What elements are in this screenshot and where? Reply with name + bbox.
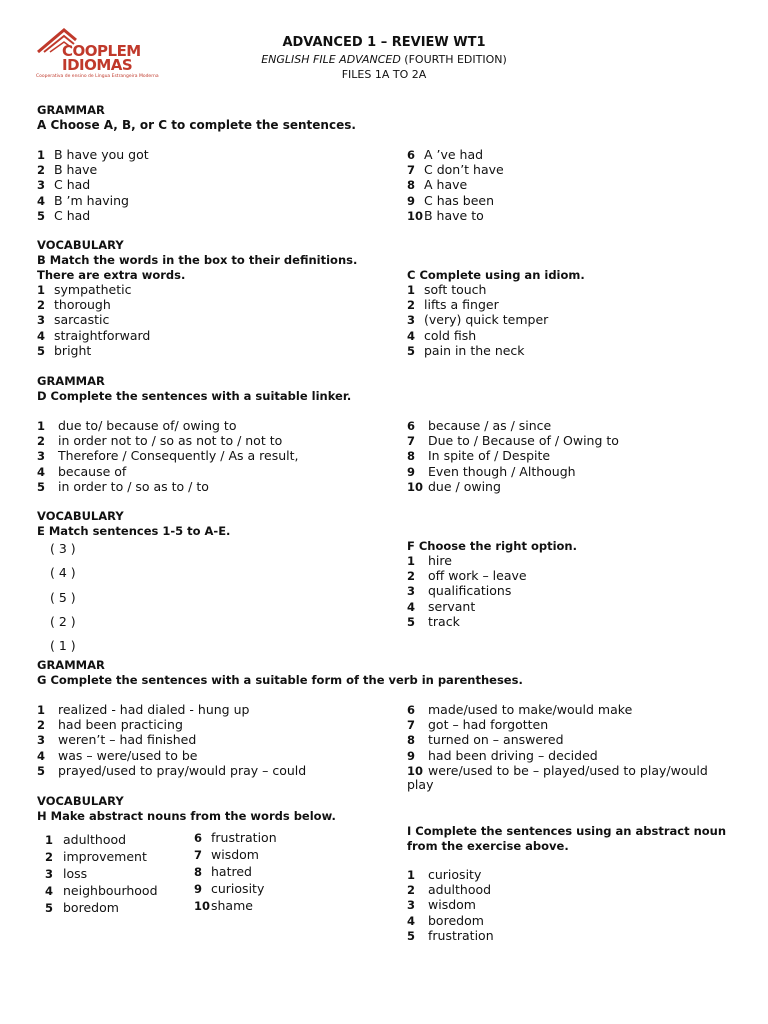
item-number: 10	[407, 763, 424, 778]
item-number: 5	[37, 343, 46, 358]
item-text: Therefore / Consequently / As a result,	[58, 448, 299, 464]
item-text: sympathetic	[54, 282, 132, 297]
list-item	[407, 433, 619, 449]
list-item	[407, 717, 548, 733]
list-item	[37, 418, 236, 434]
item-number: 3	[407, 584, 416, 599]
item-text: C don’t have	[424, 162, 504, 178]
item-number: 9	[407, 748, 416, 763]
list-item	[407, 614, 460, 630]
list-item	[407, 147, 483, 163]
item-number: 4	[37, 193, 46, 208]
sec2-instruction1: B Match the words in the box to their definitions.	[37, 253, 358, 267]
item-text: because of	[58, 463, 127, 479]
item-number: 5	[407, 343, 416, 358]
item-number: 6	[407, 703, 416, 717]
list-item	[407, 162, 504, 178]
item-text: turned on – answered	[428, 732, 564, 748]
item-text: B have you got	[54, 147, 149, 162]
list-item	[407, 763, 708, 779]
list-item	[45, 849, 147, 865]
item-number: 6	[407, 419, 416, 433]
item-number: 2	[407, 569, 416, 584]
item-text: Due to / Because of / Owing to	[428, 433, 619, 449]
item-number: 5	[37, 479, 46, 494]
item-text: had been driving – decided	[428, 747, 598, 763]
list-item	[407, 913, 484, 929]
list-item	[407, 464, 576, 480]
list-item	[37, 208, 90, 224]
item-number: 1	[37, 703, 46, 717]
list-item	[45, 866, 87, 882]
item-number: 3	[407, 898, 416, 913]
sec6-instruction: H Make abstract nouns from the words below.	[37, 809, 336, 823]
item-number: 9	[194, 882, 203, 896]
item-number: 5	[407, 928, 416, 943]
list-item	[407, 553, 452, 569]
item-number: 3	[37, 733, 46, 748]
list-item	[407, 448, 550, 464]
item-number: 2	[407, 883, 416, 898]
item-number: 9	[407, 464, 416, 479]
item-number: 1	[37, 148, 46, 162]
list-item	[407, 177, 467, 193]
item-text: C had	[54, 177, 91, 193]
list-item	[407, 568, 527, 584]
sec5-heading: GRAMMAR	[37, 658, 105, 672]
list-item	[37, 162, 97, 178]
item-number: 7	[407, 434, 416, 449]
item-text: track	[428, 613, 460, 629]
item-text: cold fish	[424, 327, 477, 343]
item-number: 1	[407, 868, 416, 882]
answer-bracket: ( 2 )	[50, 613, 76, 629]
item-text: got – had forgotten	[428, 717, 549, 733]
sec4-instruction: E Match sentences 1-5 to A-E.	[37, 524, 231, 538]
list-item	[194, 881, 264, 897]
sec6-heading: VOCABULARY	[37, 794, 124, 808]
item-number: 5	[407, 614, 416, 629]
list-item	[407, 867, 481, 883]
list-item	[407, 193, 494, 209]
item-number: 9	[407, 193, 416, 208]
item-number: 3	[45, 867, 54, 881]
sec2-right-instruction: C Complete using an idiom.	[407, 268, 585, 282]
item-text: in order to / so as to / to	[58, 478, 209, 494]
item-text: frustration	[211, 830, 277, 845]
logo-line1: COOPLEM	[62, 42, 141, 60]
list-item	[407, 882, 491, 898]
item-number: 1	[37, 419, 46, 433]
item-number: 8	[407, 449, 416, 464]
item-number: 2	[45, 850, 54, 864]
item-number: 3	[37, 449, 46, 464]
sec6-right-instruction2: from the exercise above.	[407, 839, 569, 853]
item-text: was – were/used to be	[58, 747, 198, 763]
list-item	[37, 702, 249, 718]
item-number: 2	[37, 163, 46, 178]
item-text: off work – leave	[428, 568, 527, 584]
item-number: 2	[407, 298, 416, 313]
sec3-heading: GRAMMAR	[37, 374, 105, 388]
item-number: 4	[407, 913, 416, 928]
list-item	[37, 177, 90, 193]
item-text: In spite of / Despite	[428, 448, 551, 464]
item-number: 4	[37, 328, 46, 343]
item-text: were/used to be – played/used to play/would	[428, 762, 708, 778]
item-number: 8	[407, 178, 416, 193]
item-number: 2	[37, 298, 46, 313]
item-text: shame	[211, 898, 253, 913]
list-item	[37, 343, 91, 359]
item-number: 1	[45, 833, 54, 847]
item-text: in order not to / so as not to / not to	[58, 433, 283, 449]
item-number: 3	[407, 313, 416, 328]
item-text: A ’ve had	[424, 147, 484, 162]
list-item	[37, 732, 196, 748]
list-item	[45, 832, 126, 848]
list-item	[407, 312, 548, 328]
list-item	[407, 297, 499, 313]
sec4-right-instruction: F Choose the right option.	[407, 539, 577, 553]
item-text: qualifications	[428, 583, 512, 599]
item-number: 4	[407, 599, 416, 614]
item-text: weren’t – had finished	[58, 732, 197, 748]
logo-line2: IDIOMAS	[62, 56, 133, 74]
item-text: improvement	[63, 849, 147, 864]
item-text: B ’m having	[54, 192, 129, 208]
item-number: 5	[45, 901, 54, 915]
item-number: 4	[37, 464, 46, 479]
list-item	[407, 479, 501, 495]
subtitle-italic: ENGLISH FILE ADVANCED	[261, 53, 401, 66]
item-text: because / as / since	[428, 418, 552, 433]
sec5-right-wrap: play	[407, 777, 434, 792]
page-files: FILES 1A TO 2A	[341, 68, 427, 81]
list-item	[37, 312, 109, 328]
item-text: sarcastic	[54, 312, 110, 328]
list-item	[45, 900, 119, 916]
item-number: 2	[37, 718, 46, 733]
list-item	[194, 847, 259, 863]
item-text: wisdom	[211, 847, 259, 862]
item-text: curiosity	[428, 867, 482, 882]
item-text: frustration	[428, 927, 494, 943]
list-item	[407, 732, 564, 748]
sec1-instruction: A Choose A, B, or C to complete the sentences.	[37, 118, 356, 132]
logo-tagline: Cooperativa de ensino de Língua Estrangeira Moderna	[36, 74, 159, 79]
sec1-heading: GRAMMAR	[37, 103, 105, 117]
item-text: bright	[54, 342, 92, 358]
item-text: B have	[54, 162, 98, 178]
list-item	[37, 433, 282, 449]
sec6-right-instruction1: I Complete the sentences using an abstract noun	[407, 824, 727, 838]
list-item	[194, 898, 253, 914]
list-item	[37, 464, 126, 480]
item-number: 3	[37, 178, 46, 193]
item-text: neighbourhood	[63, 883, 158, 898]
answer-bracket: ( 1 )	[50, 638, 76, 654]
list-item	[194, 830, 277, 846]
list-item	[37, 479, 209, 495]
item-text: A have	[424, 177, 468, 193]
list-item	[194, 864, 252, 880]
item-text: boredom	[63, 900, 119, 915]
list-item	[407, 208, 484, 224]
answer-bracket: ( 4 )	[50, 565, 76, 581]
list-item	[407, 282, 486, 298]
item-number: 6	[407, 148, 416, 162]
item-number: 4	[37, 748, 46, 763]
item-text: wisdom	[428, 897, 476, 913]
item-text: due / owing	[428, 478, 501, 494]
list-item	[37, 448, 298, 464]
item-number: 5	[37, 208, 46, 223]
list-item	[407, 748, 598, 764]
sec4-heading: VOCABULARY	[37, 509, 124, 523]
item-text: adulthood	[428, 882, 492, 898]
item-text: adulthood	[63, 832, 127, 847]
page-subtitle	[0, 53, 768, 66]
item-number: 4	[407, 328, 416, 343]
item-number: 7	[407, 163, 416, 178]
answer-bracket: ( 3 )	[50, 541, 76, 556]
list-item	[37, 193, 129, 209]
item-text: had been practicing	[58, 717, 183, 733]
item-text: boredom	[428, 912, 484, 928]
item-text: prayed/used to pray/would pray – could	[58, 762, 307, 778]
list-item	[407, 328, 476, 344]
item-number: 10	[194, 899, 211, 913]
item-number: 1	[407, 554, 416, 568]
item-text: Even though / Although	[428, 463, 576, 479]
item-number: 5	[37, 763, 46, 778]
list-item	[37, 282, 131, 298]
item-text: lifts a finger	[424, 297, 499, 313]
list-item	[45, 883, 158, 899]
item-text: pain in the neck	[424, 342, 525, 358]
item-number: 10	[407, 208, 424, 223]
item-number: 8	[194, 865, 203, 879]
item-text: servant	[428, 598, 476, 614]
item-number: 7	[407, 718, 416, 733]
item-text: due to/ because of/ owing to	[58, 418, 237, 433]
item-text: straightforward	[54, 327, 151, 343]
list-item	[37, 717, 183, 733]
list-item	[37, 297, 111, 313]
item-number: 6	[194, 831, 203, 845]
list-item	[407, 928, 494, 944]
item-number: 1	[37, 283, 46, 297]
item-number: 3	[37, 313, 46, 328]
item-text: soft touch	[424, 282, 487, 297]
item-text: C has been	[424, 192, 495, 208]
list-item	[37, 748, 197, 764]
item-number: 4	[45, 884, 54, 898]
item-text: thorough	[54, 297, 111, 313]
list-item	[37, 763, 306, 779]
answer-bracket: ( 5 )	[50, 589, 76, 605]
sec5-instruction: G Complete the sentences with a suitable form of the verb in parentheses.	[37, 673, 523, 687]
item-text: loss	[63, 866, 88, 881]
item-text: hatred	[211, 864, 252, 879]
item-text: realized - had dialed - hung up	[58, 702, 250, 717]
subtitle-rest: (FOURTH EDITION)	[400, 53, 507, 66]
list-item	[407, 599, 475, 615]
item-number: 1	[407, 283, 416, 297]
item-text: (very) quick temper	[424, 312, 549, 328]
item-number: 7	[194, 848, 203, 862]
item-text: B have to	[424, 207, 484, 223]
item-number: 2	[37, 434, 46, 449]
page-title: ADVANCED 1 – REVIEW WT1	[282, 35, 486, 50]
item-text: hire	[428, 553, 452, 568]
item-number: 10	[407, 479, 424, 494]
list-item	[37, 147, 149, 163]
sec2-heading: VOCABULARY	[37, 238, 124, 252]
item-text: curiosity	[211, 881, 265, 896]
item-text: made/used to make/would make	[428, 702, 633, 717]
item-number: 8	[407, 733, 416, 748]
list-item	[407, 583, 511, 599]
list-item	[407, 897, 476, 913]
list-item	[407, 702, 632, 718]
list-item	[407, 343, 525, 359]
item-text: C had	[54, 207, 91, 223]
list-item	[407, 418, 551, 434]
sec3-instruction: D Complete the sentences with a suitable linker.	[37, 389, 352, 403]
list-item	[37, 328, 150, 344]
sec2-instruction2: There are extra words.	[37, 268, 186, 282]
